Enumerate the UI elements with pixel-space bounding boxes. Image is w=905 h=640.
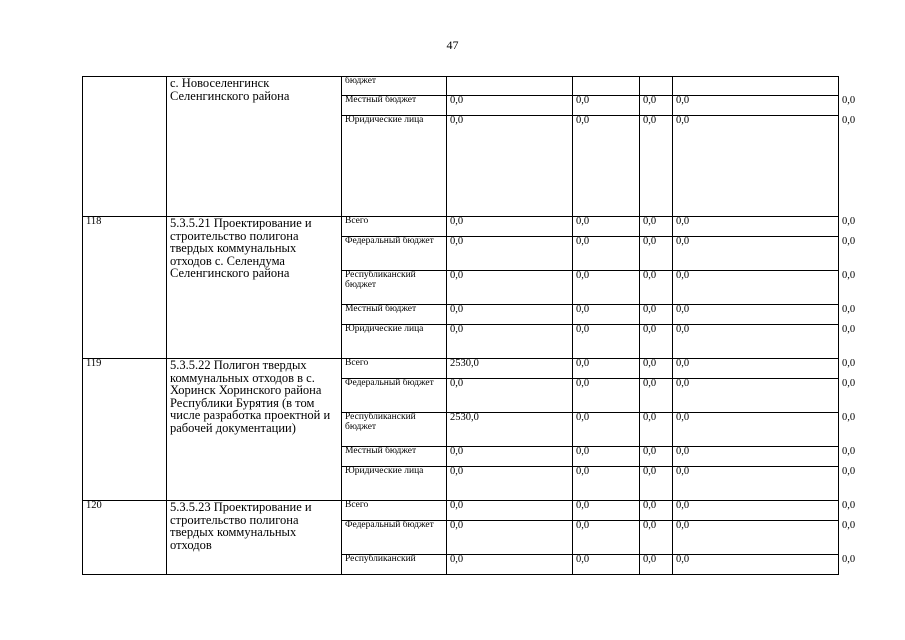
value-cell: 0,0: [447, 217, 573, 237]
table-row: Юридические лица 0,0 0,0 0,0 0,0 0,0: [83, 116, 839, 217]
measure-name: 5.3.5.23 Проектирование и строительство полигона твердых коммунальных отходов: [167, 501, 342, 575]
measure-name: с. Новоселенгинск Селенгинского района: [167, 77, 342, 217]
table-row: Федеральный бюджет 0,0 0,0 0,0 0,0 0,0: [83, 237, 839, 271]
row-number: 120: [83, 501, 167, 575]
value-cell: [447, 77, 573, 96]
value-cell: [640, 77, 673, 96]
table-row: Федеральный бюджет 0,0 0,0 0,0 0,0 0,0: [83, 379, 839, 413]
value-cell: 0,0: [640, 237, 673, 271]
value-cell: 0,0: [447, 379, 573, 413]
value-cell: 0,0: [447, 305, 573, 325]
table-row: 120 5.3.5.23 Проектирование и строительство полигона твердых коммунальных отходов Всего 0,0 0,0 0,0 0,0 0,0: [83, 501, 839, 521]
value-cell: 0,0: [573, 325, 640, 359]
funding-source: Федеральный бюджет: [342, 521, 447, 555]
budget-table: [82, 76, 856, 575]
value-cell: 0,0: [640, 359, 673, 379]
value-cell: [573, 77, 640, 96]
value-cell: 0,0: [640, 467, 673, 501]
table-row: Республиканский 0,0 0,0 0,0 0,0 0,0: [83, 555, 839, 575]
funding-source: Юридические лица: [342, 116, 447, 217]
funding-source: Всего: [342, 217, 447, 237]
value-cell: 0,0: [640, 413, 673, 447]
value-cell: 0,0: [447, 521, 573, 555]
value-cell: 2530,0: [447, 359, 573, 379]
funding-source: Республиканский бюджет: [342, 271, 447, 305]
table-row: Местный бюджет 0,0 0,0 0,0 0,0 0,0: [83, 447, 839, 467]
value-cell: 0,0: [573, 271, 640, 305]
table-row: Местный бюджет 0,0 0,0 0,0 0,0 0,0: [83, 305, 839, 325]
value-cell: 0,0: [573, 447, 640, 467]
value-cell: 0,0: [673, 116, 839, 217]
value-cell: 0,0: [573, 501, 640, 521]
value-cell: 0,0: [640, 325, 673, 359]
value-cell: 0,0: [573, 359, 640, 379]
value-cell: 0,0: [640, 555, 673, 575]
value-cell: 2530,0: [447, 413, 573, 447]
value-cell: 0,0: [640, 379, 673, 413]
value-cell: 0,0: [673, 305, 839, 325]
funding-source: бюджет: [342, 77, 447, 96]
value-cell: 0,0: [447, 271, 573, 305]
value-cell: 0,0: [673, 555, 839, 575]
value-cell: 0,0: [573, 217, 640, 237]
row-number: 118: [83, 217, 167, 359]
value-cell: 0,0: [573, 521, 640, 555]
value-cell: 0,0: [573, 116, 640, 217]
table-row: Местный бюджет 0,0 0,0 0,0 0,0 0,0: [83, 96, 839, 116]
row-number: 119: [83, 359, 167, 501]
funding-source: Местный бюджет: [342, 96, 447, 116]
table-row: Республиканский бюджет 2530,0 0,0 0,0 0,0 0,0: [83, 413, 839, 447]
value-cell: 0,0: [673, 96, 839, 116]
table-row: Юридические лица 0,0 0,0 0,0 0,0 0,0: [83, 325, 839, 359]
value-cell: 0,0: [673, 521, 839, 555]
funding-source: Республиканский бюджет: [342, 413, 447, 447]
table-row: Республиканский бюджет 0,0 0,0 0,0 0,0 0,0: [83, 271, 839, 305]
value-cell: [673, 77, 839, 96]
table-row: [83, 77, 839, 96]
funding-source: Юридические лица: [342, 467, 447, 501]
value-cell: 0,0: [447, 325, 573, 359]
value-cell: 0,0: [673, 467, 839, 501]
value-cell: 0,0: [640, 96, 673, 116]
value-cell: 0,0: [640, 271, 673, 305]
value-cell: 0,0: [673, 413, 839, 447]
measure-name: 5.3.5.21 Проектирование и строительство полигона твердых коммунальных отходов с. Селендума Селенгинского района: [167, 217, 342, 359]
funding-source: Юридические лица: [342, 325, 447, 359]
value-cell: 0,0: [447, 447, 573, 467]
value-cell: 0,0: [673, 237, 839, 271]
value-cell: 0,0: [673, 325, 839, 359]
table-row: 119 5.3.5.22 Полигон твердых коммунальных отходов в с. Хоринск Хоринского района Республики Бурятия (в том числе разработка проектной и рабочей документации) Всего 2530,0 0,0 0,0 0,0 0,0: [83, 359, 839, 379]
value-cell: 0,0: [673, 271, 839, 305]
value-cell: 0,0: [640, 521, 673, 555]
value-cell: 0,0: [447, 501, 573, 521]
row-number: [83, 77, 167, 217]
value-cell: 0,0: [673, 447, 839, 467]
value-cell: 0,0: [447, 116, 573, 217]
value-cell: 0,0: [573, 379, 640, 413]
value-cell: 0,0: [573, 413, 640, 447]
value-cell: 0,0: [640, 217, 673, 237]
funding-source: Всего: [342, 501, 447, 521]
value-cell: 0,0: [573, 467, 640, 501]
value-cell: 0,0: [640, 305, 673, 325]
value-cell: 0,0: [573, 96, 640, 116]
value-cell: 0,0: [447, 467, 573, 501]
value-cell: 0,0: [673, 217, 839, 237]
value-cell: 0,0: [673, 379, 839, 413]
funding-source: Федеральный бюджет: [342, 237, 447, 271]
funding-source: Республиканский: [342, 555, 447, 575]
value-cell: 0,0: [640, 116, 673, 217]
page-number: 47: [446, 38, 459, 52]
value-cell: 0,0: [640, 447, 673, 467]
value-cell: 0,0: [673, 359, 839, 379]
funding-source: Всего: [342, 359, 447, 379]
table-row: 118 5.3.5.21 Проектирование и строительство полигона твердых коммунальных отходов с. Селендума Селенгинского района Всего 0,0 0,0 0,0 0,0 0,0: [83, 217, 839, 237]
value-cell: 0,0: [573, 555, 640, 575]
value-cell: 0,0: [447, 555, 573, 575]
measure-name: 5.3.5.22 Полигон твердых коммунальных отходов в с. Хоринск Хоринского района Республики Бурятия (в том числе разработка проектной и рабочей документации): [167, 359, 342, 501]
table-row: Юридические лица 0,0 0,0 0,0 0,0 0,0: [83, 467, 839, 501]
table-row: Федеральный бюджет 0,0 0,0 0,0 0,0 0,0: [83, 521, 839, 555]
value-cell: 0,0: [640, 501, 673, 521]
value-cell: 0,0: [447, 96, 573, 116]
funding-source: Федеральный бюджет: [342, 379, 447, 413]
value-cell: 0,0: [573, 237, 640, 271]
funding-source: Местный бюджет: [342, 305, 447, 325]
value-cell: 0,0: [673, 501, 839, 521]
value-cell: 0,0: [573, 305, 640, 325]
value-cell: 0,0: [447, 237, 573, 271]
funding-source: Местный бюджет: [342, 447, 447, 467]
